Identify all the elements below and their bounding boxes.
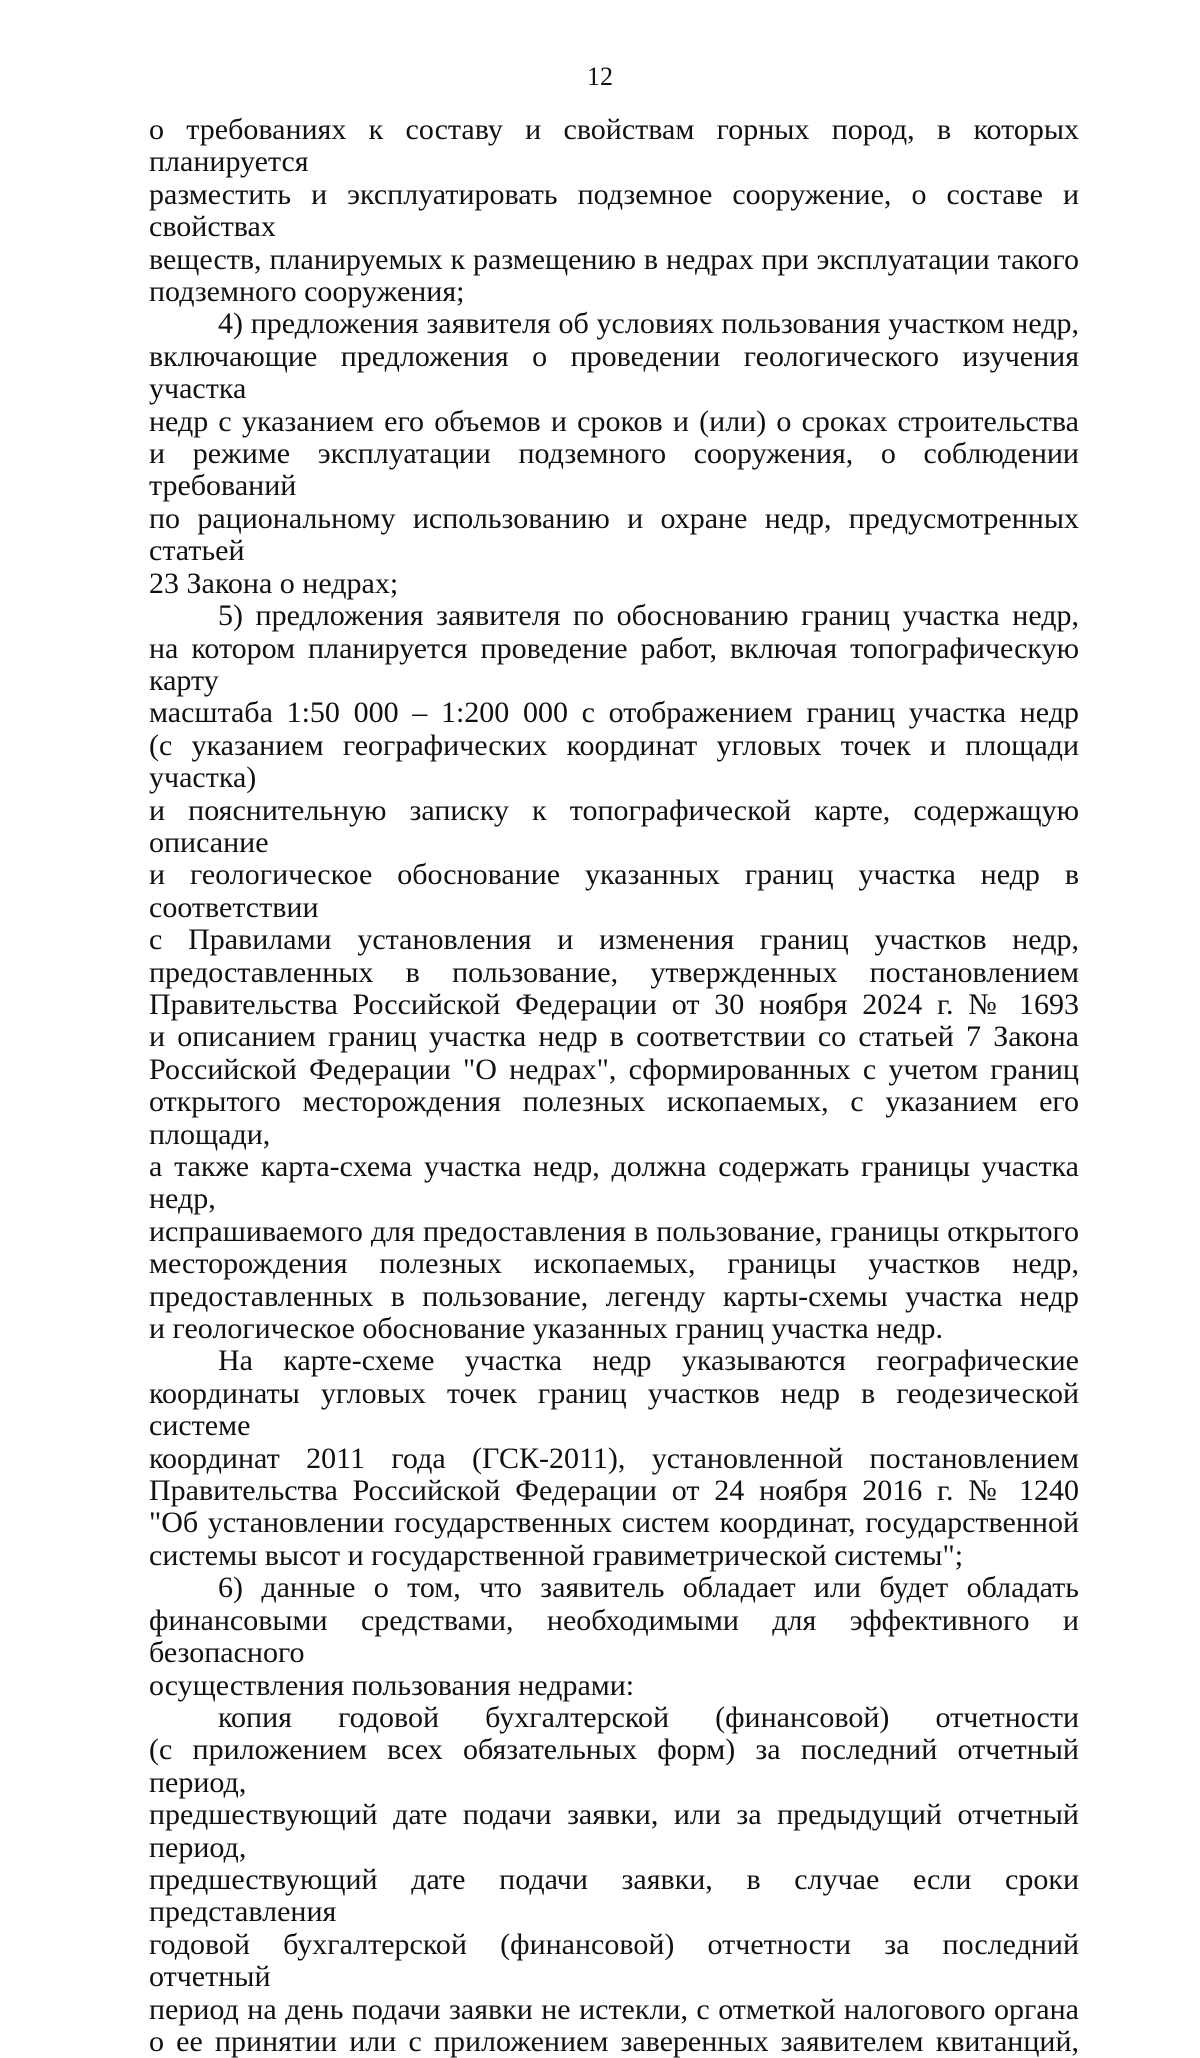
text-line: и геологическое обоснование указанных границ участка недр. [149, 1312, 943, 1346]
text-line: Российской Федерации "О недрах", сформированных с учетом границ [149, 1052, 1079, 1086]
text-line: по рациональному использованию и охране недр, предусмотренных статьей [149, 501, 1079, 568]
page-number: 12 [587, 62, 613, 91]
text-line: На карте-схеме участка недр указываются географические [218, 1344, 1079, 1378]
text-line: 5) предложения заявителя по обоснованию границ участка недр, [218, 599, 1079, 633]
text-line: и геологическое обоснование указанных границ участка недр в соответствии [149, 858, 1079, 924]
text-line: разместить и эксплуатировать подземное сооружение, о составе и свойствах [149, 177, 1079, 244]
text-line: Правительства Российской Федерации от 30 ноября 2024 г. № 1693 [149, 987, 1079, 1021]
text-line: предоставленных в пользование, легенду карты-схемы участка недр [149, 1279, 1079, 1313]
text-line: координат 2011 года (ГСК-2011), установленной постановлением [149, 1441, 1079, 1475]
text-line: о требованиях к составу и свойствам горных пород, в которых планируется [149, 113, 1079, 179]
document-body [149, 114, 1079, 2058]
text-line: 23 Закона о недрах; [149, 566, 399, 600]
text-line: 4) предложения заявителя об условиях пользования участком недр, [218, 307, 1079, 341]
text-line: предшествующий дате подачи заявки, в случае если сроки представления [149, 1862, 1079, 1929]
text-line: открытого месторождения полезных ископаемых, с указанием его площади, [149, 1085, 1079, 1151]
text-line: финансовыми средствами, необходимыми для эффективного и безопасного [149, 1603, 1079, 1670]
text-line: с Правилами установления и изменения границ участков недр, [149, 923, 1079, 957]
text-line: (с приложением всех обязательных форм) за последний отчетный период, [149, 1733, 1079, 1799]
text-line: 6) данные о том, что заявитель обладает или будет обладать [218, 1571, 1079, 1605]
text-line: предшествующий дате подачи заявки, или за предыдущий отчетный период, [149, 1798, 1079, 1864]
text-line: координаты угловых точек границ участков недр в геодезической системе [149, 1376, 1079, 1443]
text-line: включающие предложения о проведении геологического изучения участка [149, 339, 1079, 406]
text-line: а также карта-схема участка недр, должна содержать границы участка недр, [149, 1150, 1079, 1216]
text-line: подземного сооружения; [149, 275, 465, 309]
text-line: копия годовой бухгалтерской (финансовой) отчетности [218, 1700, 1079, 1734]
text-line: "Об установлении государственных систем координат, государственной [149, 1506, 1079, 1540]
text-line: предоставленных в пользование, утвержденных постановлением [149, 955, 1079, 989]
text-line: недр с указанием его объемов и сроков и (или) о сроках строительства [149, 404, 1079, 438]
text-line: период на день подачи заявки не истекли, с отметкой налогового органа [149, 1992, 1079, 2026]
text-line: системы высот и государственной гравиметрической системы"; [149, 1538, 964, 1572]
text-line: испрашиваемого для предоставления в пользование, границы открытого [149, 1214, 1079, 1248]
text-line: осуществления пользования недрами: [149, 1668, 635, 1702]
text-line: месторождения полезных ископаемых, границы участков недр, [149, 1247, 1079, 1281]
text-line: и пояснительную записку к топографической карте, содержащую описание [149, 793, 1079, 859]
text-line: масштаба 1:50 000 – 1:200 000 с отображением границ участка недр [149, 696, 1079, 730]
text-line: (с указанием географических координат угловых точек и площади участка) [149, 728, 1079, 795]
text-line: на котором планируется проведение работ, включая топографическую карту [149, 631, 1079, 697]
text-line: веществ, планируемых к размещению в недрах при эксплуатации такого [149, 242, 1079, 276]
text-line: годовой бухгалтерской (финансовой) отчетности за последний отчетный [149, 1927, 1079, 1994]
text-line: о ее принятии или с приложением заверенных заявителем квитанций, [149, 2024, 1079, 2058]
text-line: и режиме эксплуатации подземного сооружения, о соблюдении требований [149, 437, 1079, 503]
text-line: Правительства Российской Федерации от 24 ноября 2016 г. № 1240 [149, 1474, 1079, 1508]
text-line: и описанием границ участка недр в соответствии со статьей 7 Закона [149, 1020, 1079, 1054]
